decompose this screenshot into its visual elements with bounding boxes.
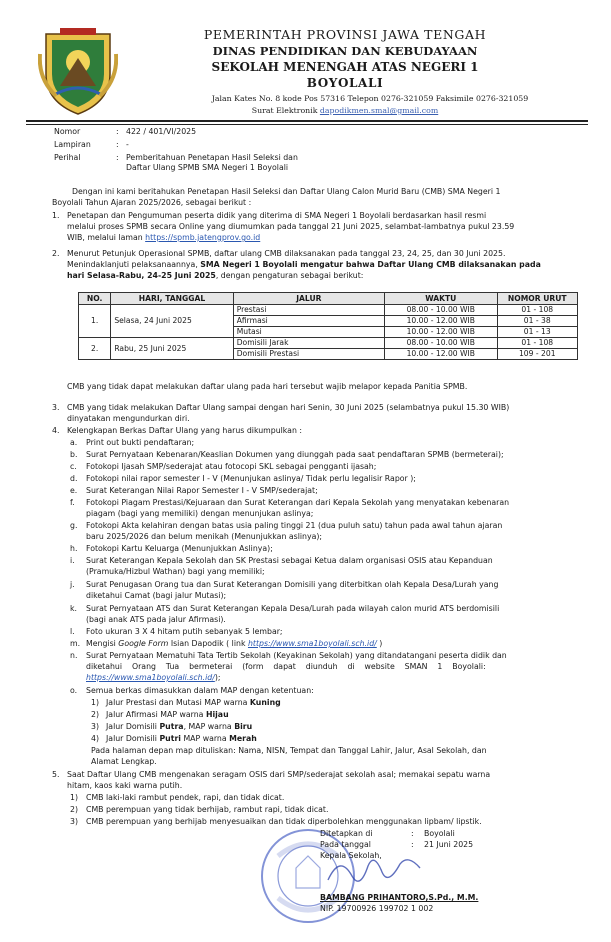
row-date: Rabu, 25 Juni 2025 [111, 338, 233, 360]
lampiran-label: Lampiran [54, 140, 91, 149]
map-note-line2: Alamat Lengkap. [91, 757, 157, 766]
after-table-note: CMB yang tidak dapat melakukan daftar ulang pada hari tersebut wajib melapor kepada Panitia SPMB. [67, 382, 468, 391]
uniform-rule: CMB laki-laki rambut pendek, rapi, dan tidak dicat. [86, 793, 285, 802]
signer-nip: NIP. 19700926 199702 1 002 [320, 904, 434, 913]
item-number: 4. [52, 426, 60, 435]
row-jalur: Afirmasi [233, 316, 384, 327]
handwritten-signature-icon [322, 846, 432, 894]
map-note-line1: Pada halaman depan map dituliskan: Nama, NISN, Tempat dan Tanggal Lahir, Jalur, Asal Sekolah, dan [91, 746, 487, 755]
list-item-cont: diketahui Orang Tua bermeterai (form dapat diunduh di website SMAN 1 Boyolali: [86, 662, 486, 671]
item2-line2-bold: SMA Negeri 1 Boyolali mengatur bahwa Daftar Ulang CMB dilaksanakan pada [200, 260, 541, 269]
intro-line2: Boyolali Tahun Ajaran 2025/2026, sebagai berikut : [52, 198, 252, 207]
map-gender: Putra [159, 722, 184, 731]
list-item-cont: (bagi anak ATS pada jalur Afirmasi). [86, 615, 226, 624]
item2-line1: Menurut Petunjuk Operasional SPMB, daftar ulang CMB dilaksanakan pada tanggal 23, 24, 25, dan 30 Juni 2025. [67, 249, 506, 258]
item4-line1: Kelengkapan Berkas Daftar Ulang yang harus dikumpulkan : [67, 426, 303, 435]
nomor-value: 422 / 401/VI/2025 [126, 127, 197, 136]
list-item: Print out bukti pendaftaran; [86, 438, 195, 447]
list-marker: a. [70, 438, 78, 447]
row-urut: 109 - 201 [497, 349, 577, 360]
row-urut: 01 - 108 [497, 305, 577, 316]
jawa-tengah-emblem-icon [38, 24, 118, 116]
row-urut: 01 - 108 [497, 338, 577, 349]
letterhead-agency: DINAS PENDIDIKAN DAN KEBUDAYAAN [212, 44, 478, 58]
date-label: Pada tanggal [320, 840, 371, 849]
perihal-line1: Pemberitahuan Penetapan Hasil Seleksi dan [126, 153, 298, 162]
email-link[interactable]: dapodikmen.smal@gmail.com [319, 106, 439, 115]
list-marker: n. [70, 651, 78, 660]
col-header-urut: NOMOR URUT [497, 293, 577, 305]
sub-marker: 2) [70, 805, 79, 814]
uniform-rule: CMB perempuan yang berhijab menyesuaikan dan tidak diperbolehkan menggunakan lipbam/ lipstik. [86, 817, 482, 826]
map-color: Biru [234, 722, 253, 731]
perihal-label: Perihal [54, 153, 81, 162]
list-marker: j. [70, 580, 75, 589]
list-marker: c. [70, 462, 77, 471]
m-text: ) [379, 639, 383, 648]
row-date: Selasa, 24 Juni 2025 [111, 305, 233, 338]
list-item: Foto ukuran 3 X 4 hitam putih sebanyak 5 lembar; [86, 627, 283, 636]
item-number: 1. [52, 211, 60, 220]
item-number: 3. [52, 403, 60, 412]
lampiran-value: - [126, 140, 129, 149]
m-text: Isian Dapodik ( link [170, 639, 246, 648]
row-urut: 01 - 13 [497, 327, 577, 338]
perihal-line2: Daftar Ulang SPMB SMA Negeri 1 Boyolali [126, 163, 289, 172]
signer-role: Kepala Sekolah, [320, 851, 382, 860]
m-text: Mengisi [86, 639, 116, 648]
list-item: Surat Keterangan Kepala Sekolah dan SK Prestasi sebagai Ketua dalam organisasi OSIS atau Kepanduan [86, 556, 493, 565]
row-waktu: 10.00 - 12.00 WIB [385, 349, 497, 360]
list-item: Fotokopi Piagam Prestasi/Kejuaraan dan Surat Keterangan dari Kepala Sekolah yang menyatakan kebenaran [86, 498, 510, 507]
place-label: Ditetapkan di [320, 829, 373, 838]
list-item: Fotokopi Akta kelahiran dengan batas usia paling tinggi 21 (dua puluh satu) tahun pada awal tahun ajaran [86, 521, 503, 530]
letterhead-school: SEKOLAH MENENGAH ATAS NEGERI 1 [211, 60, 479, 74]
map-color: Hijau [205, 710, 229, 719]
row-waktu: 10.00 - 12.00 WIB [385, 327, 497, 338]
list-marker: e. [70, 486, 78, 495]
row-jalur: Domisili Jarak [233, 338, 384, 349]
list-marker: k. [70, 604, 77, 613]
sub-marker: 2) [91, 710, 100, 719]
list-item: Semua berkas dimasukkan dalam MAP dengan ketentuan: [86, 686, 314, 695]
list-marker: b. [70, 450, 78, 459]
row-no: 2. [79, 338, 111, 360]
item5-line2: hitam, kaos kaki warna putih. [67, 781, 183, 790]
list-marker: h. [70, 544, 78, 553]
list-marker: i. [70, 556, 75, 565]
list-item: Surat Keterangan Nilai Rapor Semester I - V SMP/sederajat; [86, 486, 318, 495]
colon: : [411, 829, 414, 838]
map-color: Merah [229, 734, 257, 743]
list-item: Fotokopi Ijasah SMP/sederajat atau fotocopi SKL sebagai pengganti ijasah; [86, 462, 377, 471]
colon: : [116, 127, 119, 136]
signer-name: BAMBANG PRIHANTORO,S.Pd., M.M. [320, 893, 479, 902]
list-item-cont: baru 2025/2026 dan belum menikah (Menunjukkan aslinya); [86, 532, 323, 541]
row-no: 1. [79, 305, 111, 338]
row-jalur: Prestasi [233, 305, 384, 316]
map-rule-text: Jalur Prestasi dan Mutasi MAP warna [106, 698, 248, 707]
list-item-cont: piagam (bagi yang memiliki) dengan menunjukan aslinya; [86, 509, 314, 518]
map-rule [106, 710, 229, 720]
map-rule-text: , MAP warna [183, 722, 232, 731]
nomor-label: Nomor [54, 127, 81, 136]
col-header-date: HARI, TANGGAL [111, 293, 233, 305]
schedule-table [78, 292, 578, 360]
row-urut: 01 - 38 [497, 316, 577, 327]
item1-line3-text: WIB, melalui laman [67, 233, 143, 242]
list-marker: o. [70, 686, 78, 695]
row-waktu: 08.00 - 10.00 WIB [385, 305, 497, 316]
item2-line3-text: , dengan pengaturan sebagai berikut: [215, 271, 364, 280]
date-value: 21 Juni 2025 [424, 840, 474, 849]
map-color: Kuning [249, 698, 281, 707]
item5-line1: Saat Daftar Ulang CMB mengenakan seragam OSIS dari SMP/sederajat sekolah asal; memakai sepatu warna [67, 770, 491, 779]
list-item: Surat Pernyataan Mematuhi Tata Tertib Sekolah (Keyakinan Sekolah) yang ditandatangani peserta didik dan [86, 651, 507, 660]
list-marker: g. [70, 521, 78, 530]
item2-line3-bold: hari Selasa-Rabu, 24-25 Juni 2025 [67, 271, 216, 280]
row-jalur: Mutasi [233, 327, 384, 338]
row-jalur: Domisili Prestasi [233, 349, 384, 360]
map-rule-text: MAP warna [183, 734, 227, 743]
sub-marker: 1) [91, 698, 100, 707]
table-header-row [79, 293, 578, 305]
list-item: Surat Pernyataan Kebenaran/Keaslian Dokumen yang diunggah pada saat pendaftaran SPMB (bermeterai); [86, 450, 504, 459]
intro-line1: Dengan ini kami beritahukan Penetapan Hasil Seleksi dan Daftar Ulang Calon Murid Baru (CMB) SMA Negeri 1 [72, 187, 501, 196]
item2-line2 [67, 260, 541, 270]
letterhead-rule-thin [26, 124, 588, 125]
col-header-jalur: JALUR [233, 293, 384, 305]
item1-line3 [67, 233, 260, 243]
uniform-rule: CMB perempuan yang tidak berhijab, rambut rapi, tidak dicat. [86, 805, 329, 814]
row-waktu: 08.00 - 10.00 WIB [385, 338, 497, 349]
item1-line1: Penetapan dan Pengumuman peserta didik yang diterima di SMA Negeri 1 Boyolali berdasarkan hasil resmi [67, 211, 487, 220]
item3-line2: dinyatakan mengundurkan diri. [67, 414, 190, 423]
email-label: Surat Elektronik [251, 106, 318, 115]
letterhead-email [200, 106, 490, 115]
list-item [86, 639, 382, 649]
col-header-waktu: WAKTU [385, 293, 497, 305]
list-marker: m. [70, 639, 81, 648]
list-item: Fotokopi nilai rapor semester I - V (Menunjukan aslinya/ Tidak perlu legalisir Rapor ); [86, 474, 416, 483]
tata-tertib-link[interactable]: https://www.sma1boyolali.sch.id/ [86, 673, 215, 682]
map-rule [106, 722, 252, 732]
row-waktu: 10.00 - 12.00 WIB [385, 316, 497, 327]
item2-line3 [67, 271, 363, 281]
list-item: Surat Pernyataan ATS dan Surat Keterangan Kepala Desa/Lurah pada wilayah calon murid ATS berdomisili [86, 604, 500, 613]
item-number: 2. [52, 249, 60, 258]
map-rule-text: Jalur Domisili [106, 734, 157, 743]
list-marker: d. [70, 474, 78, 483]
colon: : [116, 140, 119, 149]
list-item: Fotokopi Kartu Keluarga (Menunjukkan Aslinya); [86, 544, 273, 553]
n-end: ); [214, 673, 221, 682]
table-row [79, 338, 578, 349]
map-rule-text: Jalur Afirmasi MAP warna [106, 710, 204, 719]
colon: : [116, 153, 119, 162]
list-item-cont: diketahui Camat (bagi jalur Mutasi); [86, 591, 227, 600]
sub-marker: 4) [91, 734, 100, 743]
list-item-cont: (Pramuka/Hizbul Wathan) bagi yang memiliki; [86, 567, 265, 576]
item1-line2: melalui proses SPMB secara Online yang diumumkan pada tanggal 21 Juni 2025, selambat-lambatnya pukul 23.59 [67, 222, 515, 231]
list-marker: l. [70, 627, 75, 636]
colon: : [411, 840, 414, 849]
letterhead-government: PEMERINTAH PROVINSI JAWA TENGAH [203, 27, 487, 42]
item3-line1: CMB yang tidak melakukan Daftar Ulang sampai dengan hari Senin, 30 Juni 2025 (selambatnya pukul 15.30 WIB) [67, 403, 510, 412]
map-rule [106, 698, 281, 708]
table-row [79, 305, 578, 316]
dapodik-link[interactable]: https://www.sma1boyolali.sch.id/ [247, 639, 377, 648]
map-gender: Putri [159, 734, 181, 743]
list-marker: f. [70, 498, 75, 507]
letterhead-rule-thick [26, 120, 588, 122]
letterhead-city: BOYOLALI [306, 76, 384, 90]
google-form-text: Google Form [118, 639, 169, 648]
sub-marker: 1) [70, 793, 79, 802]
letterhead-address: Jalan Kates No. 8 kode Pos 57316 Telepon 0276-321059 Faksimile 0276-321059 [211, 94, 529, 103]
sub-marker: 3) [70, 817, 79, 826]
item-number: 5. [52, 770, 60, 779]
col-header-no: NO. [79, 293, 111, 305]
map-rule-text: Jalur Domisili [106, 722, 157, 731]
map-rule [106, 734, 257, 744]
list-item: Surat Penugasan Orang tua dan Surat Keterangan Domisili yang diterbitkan olah Kepala Desa/Lurah yang [86, 580, 499, 589]
sub-marker: 3) [91, 722, 100, 731]
spmb-link[interactable]: https://spmb.jatengprov.go.id [145, 233, 261, 242]
item2-line2-text: Menindaklanjuti pelaksanaannya, [67, 260, 198, 269]
list-item-cont [86, 673, 221, 683]
place-value: Boyolali [424, 829, 455, 838]
